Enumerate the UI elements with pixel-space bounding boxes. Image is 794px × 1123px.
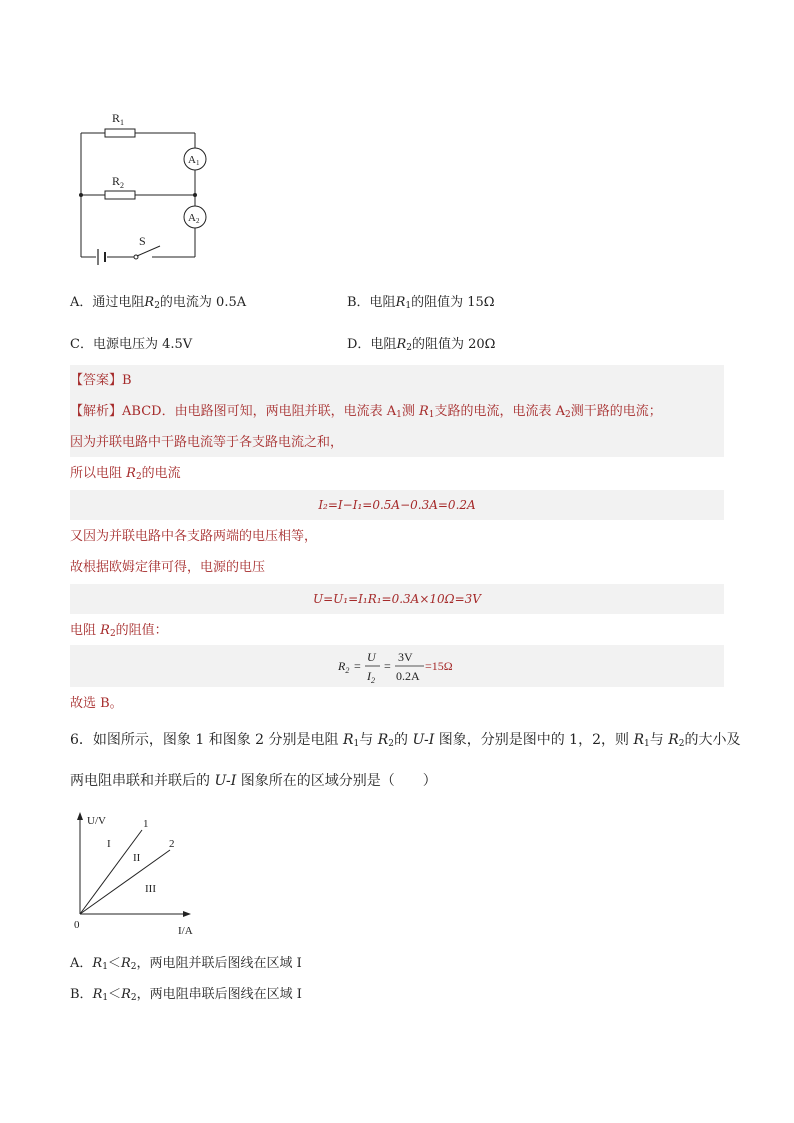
y-axis-label: U/V (87, 815, 106, 827)
q6-option-b: B．$R_1<R_2$，两电阻串联后图线在区域 I (70, 987, 302, 1003)
svg-text:=: = (354, 659, 361, 673)
region-3-label: III (145, 883, 156, 895)
region-1-label: I (107, 838, 111, 850)
x-axis-label: I/A (178, 925, 193, 937)
label-a2: A2 (188, 212, 200, 225)
analysis-line-3: 所以电阻 $R_2$的电流 (70, 466, 181, 482)
answer-line: 【答案】B (70, 373, 132, 388)
label-r2: $R_2$ (112, 174, 125, 190)
svg-text:U: U (367, 650, 376, 664)
graph-line-1 (80, 830, 142, 914)
resistor-r1 (105, 129, 135, 137)
q6-option-a: A．$R_1<R_2$，两电阻并联后图线在区域 I (70, 956, 302, 972)
analysis-line-2: 因为并联电路中干路电流等于各支路电流之和， (70, 435, 344, 450)
svg-text:=: = (384, 659, 391, 673)
analysis-line-1: 【解析】ABCD．由电路图可知，两电阻并联，电流表 $A_1$测 $R_1$支路的电流，电流表 $A_2$测干路的电流； (70, 404, 662, 420)
equation-u: U=U₁=I₁R₁=0.3A×10Ω=3V (313, 592, 481, 606)
label-switch: S (139, 234, 146, 248)
equation-r2 (330, 647, 490, 687)
label-a1: A1 (188, 154, 200, 167)
question-6-line-1: 6．如图所示，图象 1 和图象 2 分别是电阻 $R_1$与 $R_2$的 U-I 图象，分别是图中的 1，2，则 $R_1$与 $R_2$的大小及 (70, 732, 741, 749)
analysis-line-5: 故根据欧姆定律可得，电源的电压 (70, 560, 266, 575)
option-d: D．电阻$R_2$的阻值为 20Ω (347, 337, 496, 353)
origin-label: 0 (74, 919, 80, 931)
line-2-label: 2 (169, 838, 175, 850)
analysis-line-4: 又因为并联电路中各支路两端的电压相等， (70, 529, 318, 544)
analysis-line-6: 电阻 $R_2$的阻值： (70, 623, 168, 639)
region-2-label: II (133, 852, 141, 864)
svg-text:=15Ω: =15Ω (425, 659, 453, 673)
circuit-diagram (70, 100, 230, 275)
line-1-label: 1 (143, 818, 149, 830)
conclusion: 故选 B。 (70, 696, 123, 711)
ui-graph (70, 810, 210, 940)
svg-text:R2: $R_2$ (338, 659, 350, 675)
equation-i2: I₂=I−I₁=0.5A−0.3A=0.2A (318, 498, 476, 512)
option-c: C．电源电压为 4.5V (70, 337, 193, 352)
graph-line-2 (80, 850, 170, 914)
option-a: A．通过电阻$R_2$的电流为 0.5A (70, 295, 247, 311)
svg-text:3V: 3V (398, 650, 413, 664)
svg-text:I2: $I_2$ (367, 669, 375, 685)
option-b: B．电阻$R_1$的阻值为 15Ω (347, 295, 495, 311)
label-r1: $R_1$ (112, 111, 125, 127)
svg-text:0.2A: 0.2A (396, 669, 420, 683)
resistor-r2 (105, 191, 135, 199)
question-6-line-2: 两电阻串联和并联后的 U-I 图象所在的区域分别是（ ） (70, 773, 437, 789)
